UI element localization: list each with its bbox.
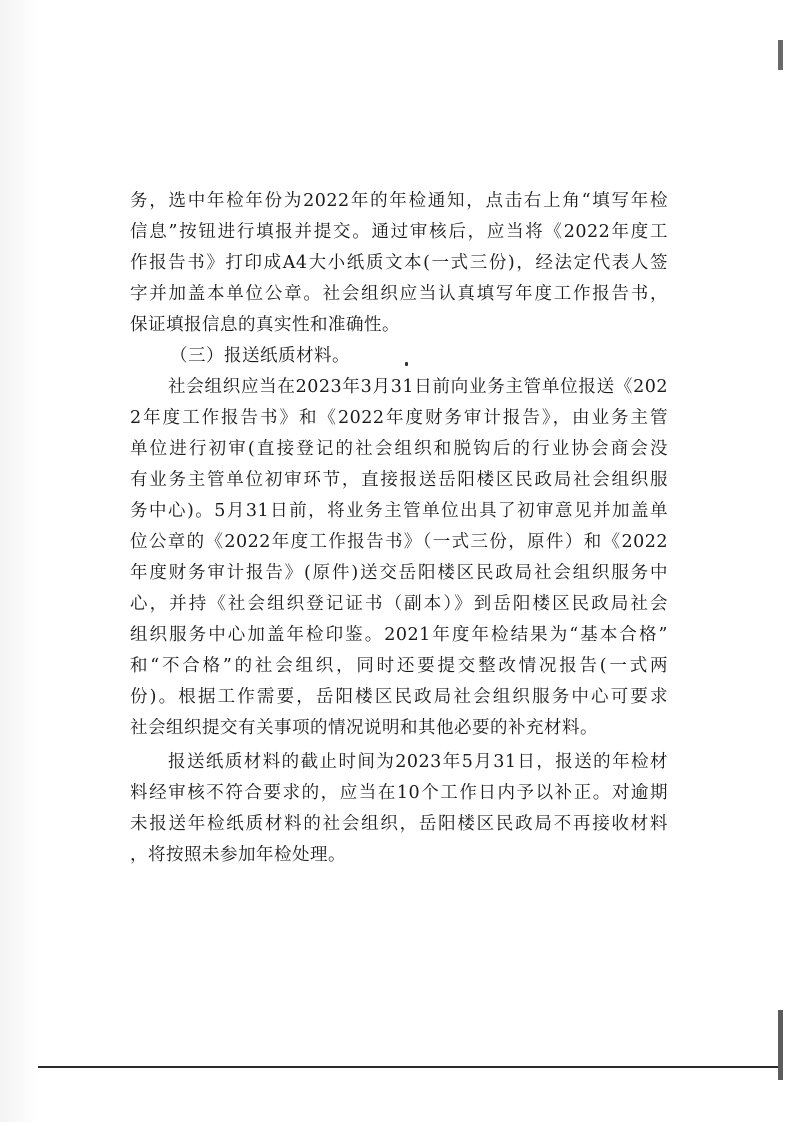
- text-line: 务中心)。5月31日前，将业务主管单位出具了初审意见并加盖单: [130, 501, 668, 521]
- scan-edge-right: [771, 0, 779, 1122]
- paragraph-2: [130, 372, 668, 744]
- text-line: 作报告书》打印成A4大小纸质文本(一式三份)，经法定代表人签: [130, 253, 668, 273]
- text-line: 组织服务中心加盖年检印鉴。2021年度年检结果为“基本合格”: [130, 625, 668, 645]
- text-line: 位公章的《2022年度工作报告书》（一式三份，原件）和《2022: [130, 532, 668, 552]
- scan-edge-left: [0, 0, 38, 1122]
- text-line: 心，并持《社会组织登记证书（副本）》到岳阳楼区民政局社会: [130, 594, 668, 614]
- document-body: [130, 186, 668, 871]
- paragraph-3: [130, 747, 668, 871]
- text-line: 报送纸质材料的截止时间为2023年5月31日，报送的年检材: [168, 752, 668, 772]
- text-line: 未报送年检纸质材料的社会组织，岳阳楼区民政局不再接收材料: [130, 814, 668, 834]
- text-line: 单位进行初审(直接登记的社会组织和脱钩后的行业协会商会没: [130, 439, 668, 459]
- scan-mark-top: [778, 40, 783, 70]
- text-line: ，将按照未参加年检处理。: [130, 845, 346, 865]
- page-bottom-rule: [38, 1066, 778, 1068]
- text-line: 字并加盖本单位公章。社会组织应当认真填写年度工作报告书，: [130, 284, 668, 304]
- text-line: 社会组织应当在2023年3月31日前向业务主管单位报送《202: [168, 377, 668, 397]
- text-line: 信息”按钮进行填报并提交。通过审核后，应当将《2022年度工: [130, 222, 668, 242]
- section-heading: （三）报送纸质材料。: [170, 346, 350, 366]
- text-line: 保证填报信息的真实性和准确性。: [130, 315, 400, 335]
- text-line: 2年度工作报告书》和《2022年度财务审计报告》，由业务主管: [130, 408, 668, 428]
- text-line: 料经审核不符合要求的，应当在10个工作日内予以补正。对逾期: [130, 783, 668, 803]
- text-line: 和“不合格”的社会组织，同时还要提交整改情况报告(一式两: [130, 656, 668, 676]
- text-line: 务，选中年检年份为2022年的年检通知，点击右上角“填写年检: [130, 191, 668, 211]
- paragraph-1: [130, 186, 668, 341]
- scan-mark-bottom: [778, 1010, 783, 1080]
- text-line: 年度财务审计报告》(原件)送交岳阳楼区民政局社会组织服务中: [130, 563, 668, 583]
- text-line: 份)。根据工作需要，岳阳楼区民政局社会组织服务中心可要求: [130, 687, 668, 707]
- text-line: 有业务主管单位初审环节，直接报送岳阳楼区民政局社会组织服: [130, 470, 668, 490]
- text-line: 社会组织提交有关事项的情况说明和其他必要的补充材料。: [130, 718, 598, 738]
